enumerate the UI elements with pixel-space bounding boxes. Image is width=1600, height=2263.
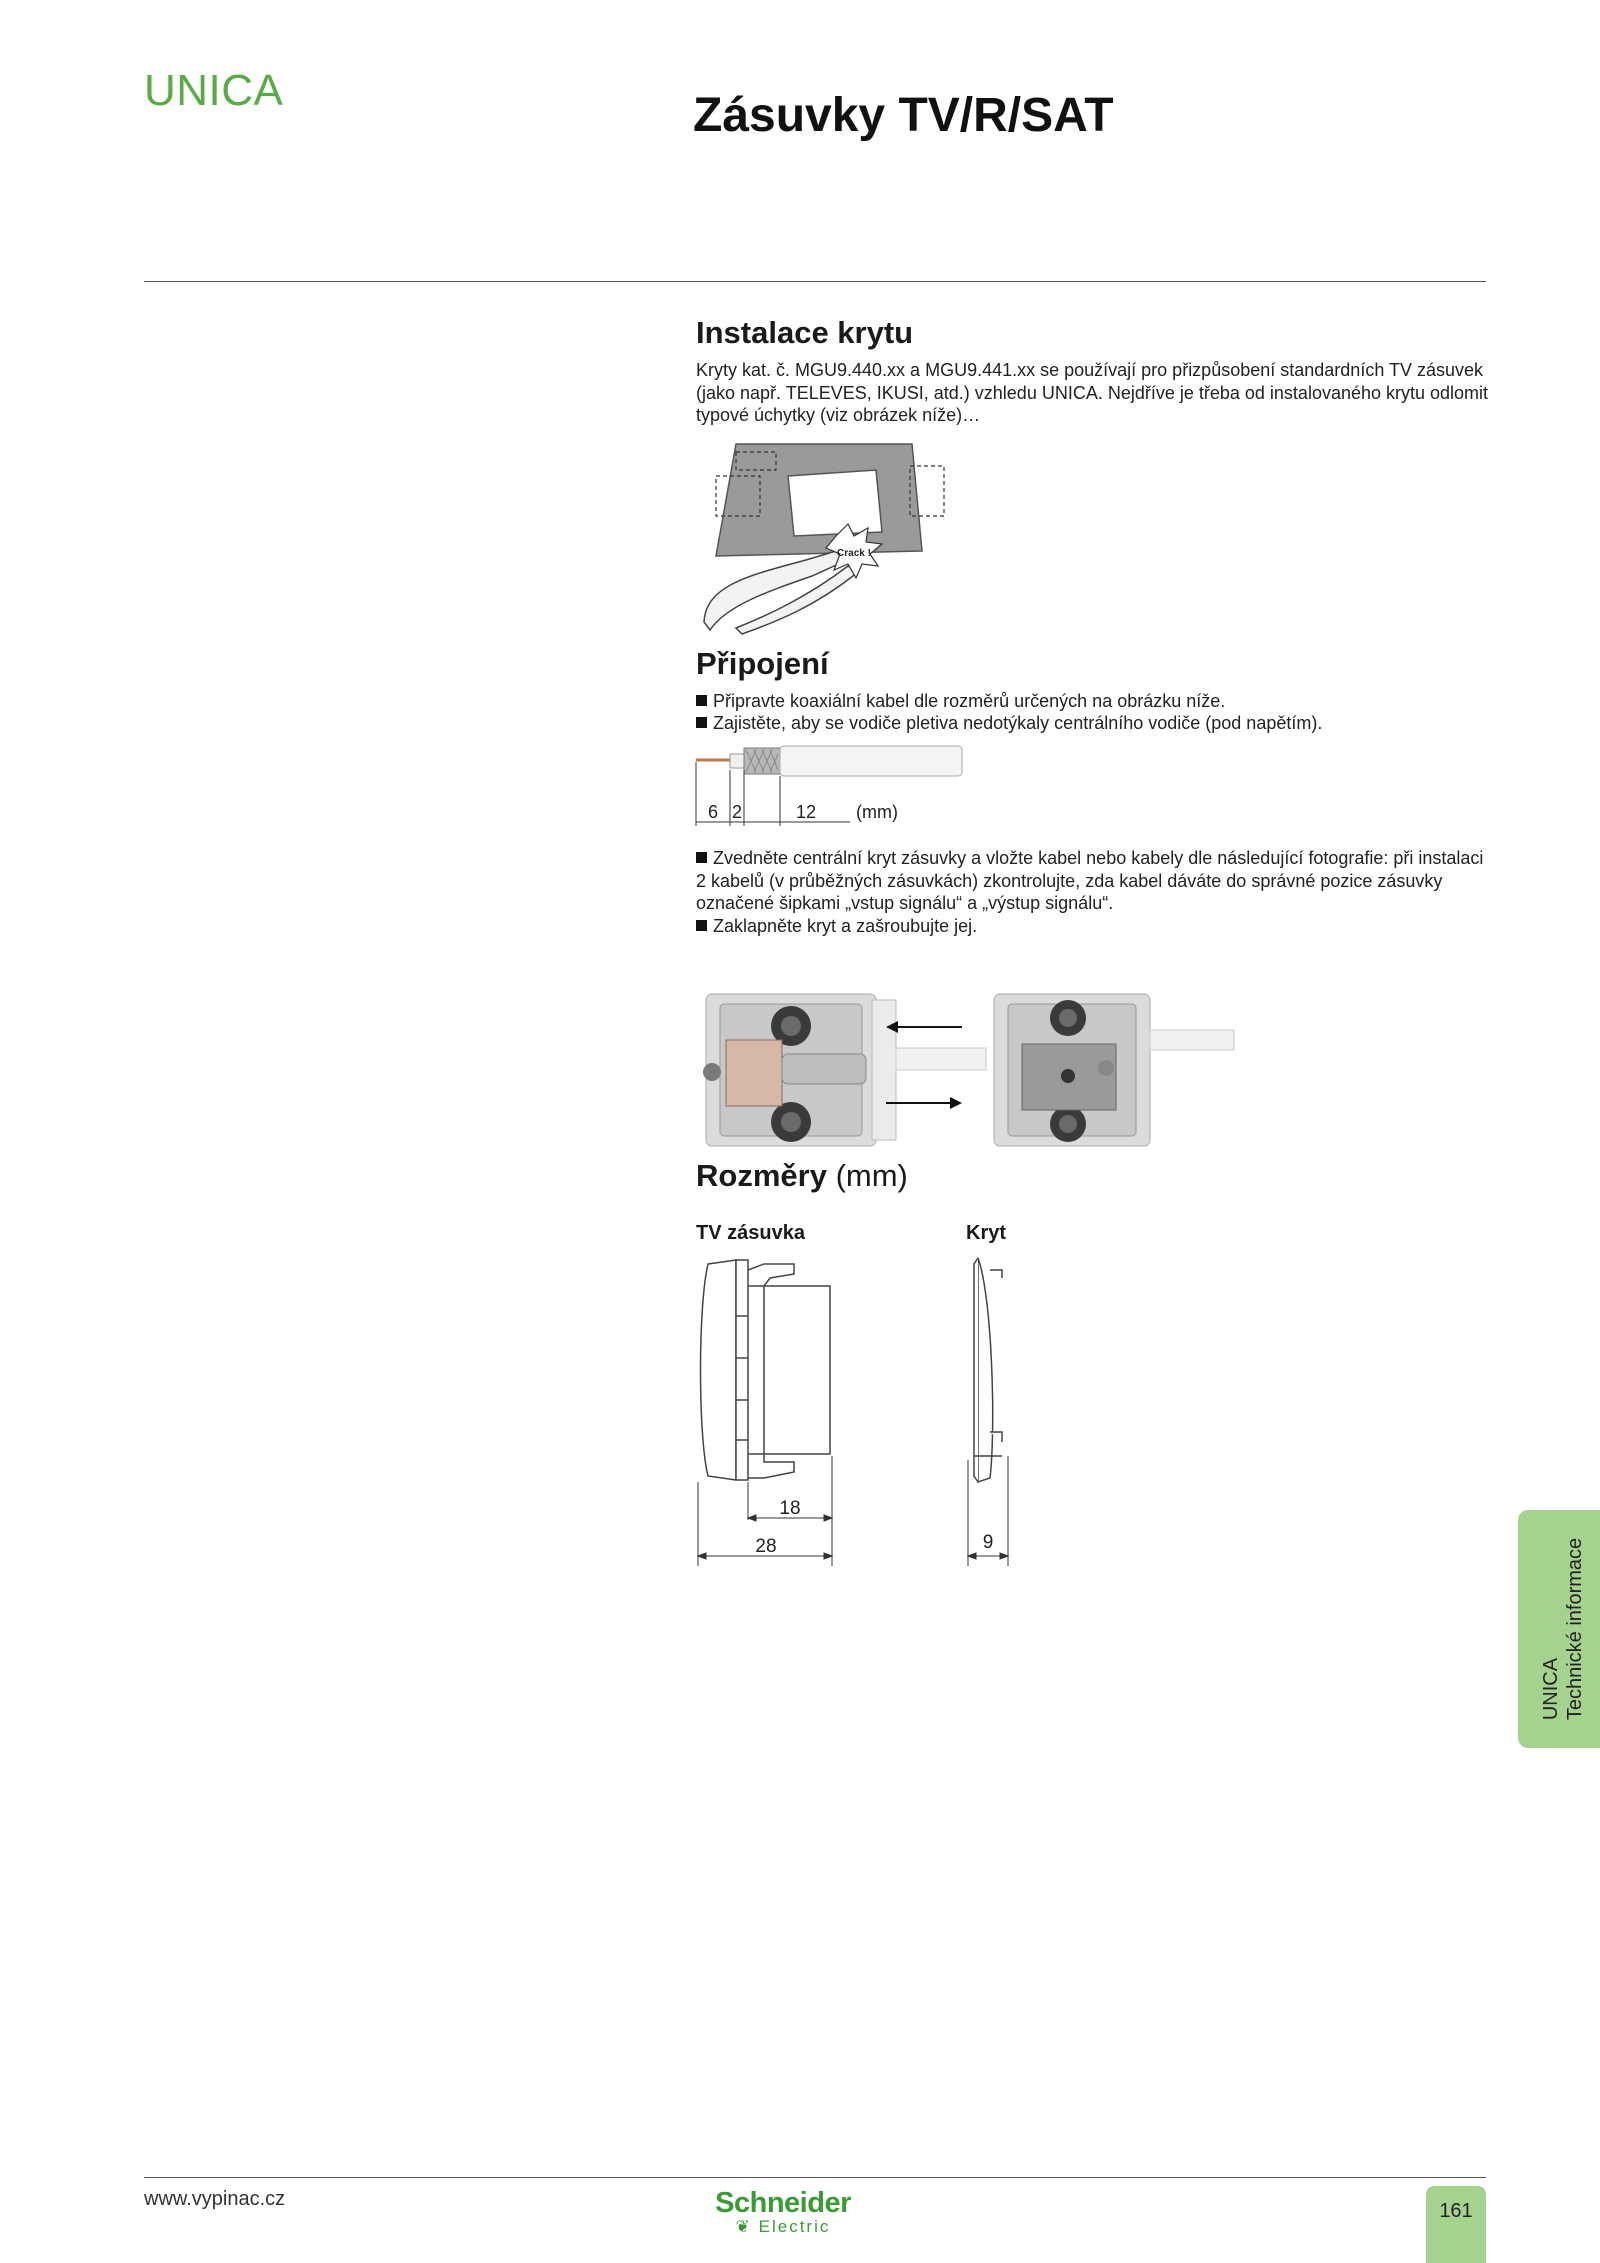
socket-dimension-drawing bbox=[696, 1256, 846, 1570]
socket-photo-open bbox=[703, 994, 986, 1146]
side-tab bbox=[1518, 1510, 1600, 1748]
page-number: 161 bbox=[1426, 2186, 1486, 2263]
page-title: Zásuvky TV/R/SAT bbox=[693, 89, 1114, 142]
dielectric bbox=[730, 754, 744, 768]
cable-dim-label: 12 bbox=[795, 802, 817, 822]
connection-bullet: Zajistěte, aby se vodiče pletiva nedotýkaly centrálního vodiče (pod napětím). bbox=[696, 712, 1496, 735]
header-divider bbox=[144, 281, 1486, 282]
connection-bullet: Zvedněte centrální kryt zásuvky a vložte kabel nebo kabely dle následující fotografie: při instalaci 2 kabelů (v průběžných zásuvkách) zkontrolujte, zda kabel dáváte do správné pozice zásuvky označené šipkami „vstup signálu“ a „výstup signálu“. bbox=[696, 848, 1484, 913]
side-tab-text bbox=[1539, 1538, 1587, 1720]
socket-dim-label: 18 bbox=[779, 1498, 801, 1519]
bullet-square-icon bbox=[696, 920, 707, 931]
socket-photo-closed bbox=[994, 994, 1234, 1146]
cable-jacket bbox=[780, 746, 962, 776]
install-heading: Instalace krytu bbox=[696, 315, 914, 350]
leaf-icon: ❦ bbox=[735, 2217, 752, 2236]
bullet-square-icon bbox=[696, 695, 707, 706]
socket-wiring-photos bbox=[696, 990, 1240, 1150]
side-tab-line: Technické informace bbox=[1564, 1537, 1586, 1721]
cover-dimension-label: Kryt bbox=[966, 1222, 1007, 1244]
socket-dim-label: 28 bbox=[755, 1536, 777, 1557]
cable-unit-label: (mm) bbox=[856, 802, 898, 822]
crack-label: Crack ! bbox=[837, 548, 871, 559]
install-text: Kryty kat. č. MGU9.440.xx a MGU9.441.xx se používají pro přizpůsobení standardních TV zásuvek (jako např. TELEVES, IKUSI, atd.) vzhledu UNICA. Nejdříve je třeba od instalovaného krytu odlomit typové úchytky (viz obrázek níže)… bbox=[696, 360, 1489, 425]
cover-install-illustration bbox=[696, 436, 956, 636]
cable-dim-label: 2 bbox=[731, 802, 743, 822]
footer-divider bbox=[144, 2177, 1486, 2178]
bullet-square-icon bbox=[696, 717, 707, 728]
brand-label: UNICA bbox=[144, 66, 284, 115]
footer-url: www.vypinac.cz bbox=[144, 2188, 286, 2210]
dimensions-heading: Rozměry (mm) bbox=[696, 1158, 908, 1193]
connection-bullet: Zaklapněte kryt a zašroubujte jej. bbox=[696, 915, 1496, 938]
connection-heading: Připojení bbox=[696, 646, 829, 681]
coax-cable-diagram bbox=[694, 742, 964, 826]
cover-plate bbox=[716, 444, 922, 556]
schneider-logo: Schneider ❦ Electric bbox=[715, 2187, 851, 2236]
cable-dim-label: 6 bbox=[707, 802, 719, 822]
bullet-square-icon bbox=[696, 852, 707, 863]
socket-dimension-label: TV zásuvka bbox=[696, 1222, 805, 1244]
side-tab-line: UNICA bbox=[1540, 1657, 1562, 1721]
signal-out-arrow-icon bbox=[886, 1097, 962, 1109]
cover-dimension-drawing bbox=[960, 1256, 1020, 1570]
signal-in-arrow-icon bbox=[886, 1021, 962, 1033]
connection-bullet: Připravte koaxiální kabel dle rozměrů určených na obrázku níže. bbox=[696, 690, 1496, 713]
cover-dim-label: 9 bbox=[982, 1532, 994, 1553]
